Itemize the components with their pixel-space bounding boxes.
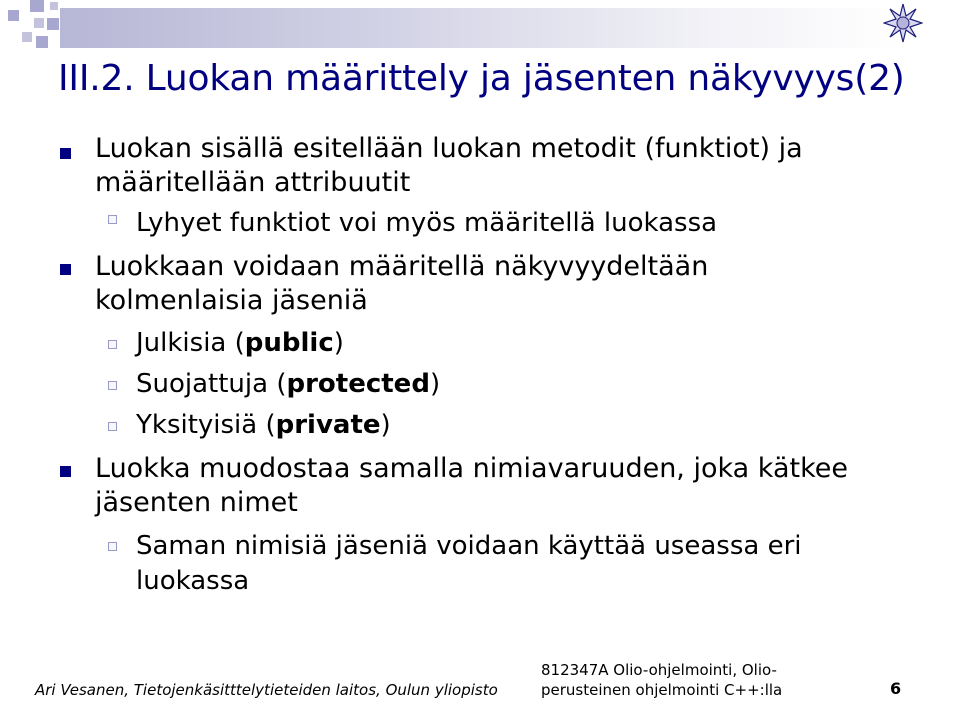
bullet-text: Luokan sisällä esitellään luokan metodit (funktiot) ja xyxy=(95,133,803,164)
sub-bullet-text: luokassa xyxy=(136,566,250,596)
keyword-public: public xyxy=(244,328,334,358)
sub-bullet-square-icon xyxy=(108,422,117,431)
slide-title: III.2. Luokan määrittely ja jäsenten näkyvyys(2) xyxy=(58,58,905,99)
keyword-private: private xyxy=(275,410,381,440)
decor-square xyxy=(36,36,48,48)
sub-bullet-text: Lyhyet funktiot voi myös määritellä luokassa xyxy=(136,208,718,238)
sun-icon xyxy=(883,3,923,43)
keyword-protected: protected xyxy=(286,369,430,399)
page-number: 6 xyxy=(890,679,902,698)
decor-square xyxy=(34,18,44,28)
footer-course: 812347A Olio-ohjelmointi, Olio- perusteinen ohjelmointi C++:lla xyxy=(541,661,783,699)
bullet-text: jäsenten nimet xyxy=(95,487,298,518)
sub-bullet-square-icon xyxy=(108,542,117,551)
sub-bullet-text: Suojattuja (protected) xyxy=(136,369,441,399)
decor-square xyxy=(30,0,44,12)
decor-square xyxy=(50,2,58,10)
bullet-text: kolmenlaisia jäseniä xyxy=(95,285,368,316)
bullet-square-icon xyxy=(60,148,71,159)
decor-square xyxy=(47,18,59,30)
sub-bullet-text: Julkisia (public) xyxy=(136,328,344,358)
sub-bullet-square-icon xyxy=(108,340,117,349)
sub-bullet-text: Saman nimisiä jäseniä voidaan käyttää useassa eri xyxy=(136,531,802,561)
sub-bullet-square-icon xyxy=(108,215,117,224)
footer-author: Ari Vesanen, Tietojenkäsitttelytieteiden laitos, Oulun yliopisto xyxy=(35,681,498,699)
bullet-square-icon xyxy=(60,466,71,477)
header-decoration xyxy=(0,0,959,60)
sub-bullet-text: Yksityisiä (private) xyxy=(136,410,391,440)
bullet-square-icon xyxy=(60,264,71,275)
decor-square xyxy=(22,32,32,42)
bullet-text: määritellään attribuutit xyxy=(95,167,411,198)
sub-bullet-square-icon xyxy=(108,381,117,390)
decor-square xyxy=(8,10,19,21)
bullet-text: Luokkaan voidaan määritellä näkyvyydeltään xyxy=(95,251,709,282)
header-gradient-bar xyxy=(60,8,900,48)
bullet-text: Luokka muodostaa samalla nimiavaruuden, joka kätkee xyxy=(95,453,848,484)
